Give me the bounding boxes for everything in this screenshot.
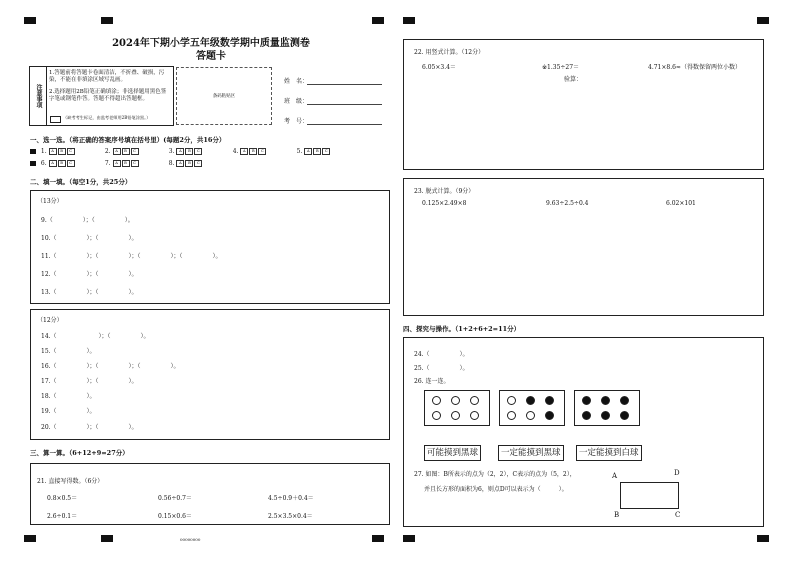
- choice-row-1: [30, 148, 359, 155]
- section3-title: 三、算一算。（6+12+9=27分）: [30, 449, 129, 457]
- notice-item-2: 2.选择题用2B铅笔正确填涂；非选择题用黑色签字笔或钢笔作答。答题不得超出答题框。: [49, 89, 167, 102]
- white-ball: [451, 411, 460, 420]
- choice-q5[interactable]: 5. A B C: [297, 148, 359, 155]
- notice-heading: 注意事项: [30, 67, 47, 125]
- q23-item-1[interactable]: 0.125×2.49×8: [422, 200, 467, 207]
- calc-6[interactable]: 2.5×3.5×0.4＝: [268, 513, 313, 520]
- choice-q8[interactable]: 8. A B C: [169, 160, 231, 167]
- white-ball: [432, 396, 441, 405]
- q22-item-3[interactable]: 4.71×8.6≈（得数保留两位小数）: [648, 64, 741, 71]
- black-ball: [582, 411, 591, 420]
- white-ball: [507, 396, 516, 405]
- answer-q15[interactable]: 15.（ ）。: [41, 348, 96, 355]
- choice-q4[interactable]: 4. A B C: [233, 148, 295, 155]
- q22-item-1[interactable]: 6.05×3.4＝: [422, 64, 456, 71]
- fill-block-1: [30, 190, 390, 304]
- white-ball: [526, 411, 535, 420]
- black-ball: [601, 411, 610, 420]
- black-ball: [601, 396, 610, 405]
- white-ball: [507, 411, 516, 420]
- q22-check: 验算：: [564, 76, 583, 83]
- choice-q7[interactable]: 7. A B C: [105, 160, 167, 167]
- timing-mark: [30, 161, 36, 166]
- calc-2[interactable]: 0.56÷0.7＝: [158, 495, 192, 502]
- registration-mark: [403, 535, 415, 542]
- registration-mark: [101, 535, 113, 542]
- calc-1[interactable]: 0.8×0.5＝: [47, 495, 78, 502]
- black-ball: [545, 396, 554, 405]
- calc-4[interactable]: 2.6÷0.1＝: [47, 513, 78, 520]
- answer-q17[interactable]: 17.（ ）；（ ）。: [41, 378, 138, 385]
- answer-q10[interactable]: 10.（ ）；（ ）。: [41, 235, 138, 242]
- fill-block-2: [30, 309, 390, 440]
- section2-title: 二、填一填。（每空1分，共25分）: [30, 178, 132, 186]
- q22-block: [403, 39, 764, 170]
- corner-b: B: [614, 511, 620, 519]
- registration-mark: [372, 535, 384, 542]
- black-ball: [545, 411, 554, 420]
- calc-block: [30, 463, 390, 525]
- registration-mark: [24, 17, 36, 24]
- choice-q3[interactable]: 3. A B C: [169, 148, 231, 155]
- footer-code: 00000000: [180, 537, 201, 542]
- choice-q6[interactable]: 6. A B C: [41, 160, 103, 167]
- id-label: 考 号：: [284, 118, 309, 125]
- black-ball: [620, 411, 629, 420]
- answer-q24[interactable]: 24.（ ）。: [414, 351, 469, 358]
- q26-title: 26. 连一连。: [414, 378, 450, 385]
- answer-q19[interactable]: 19.（ ）。: [41, 408, 96, 415]
- answer-q13[interactable]: 13.（ ）；（ ）。: [41, 289, 138, 296]
- q22-title: 22. 用竖式计算。（12分）: [414, 49, 485, 56]
- label-maybe-black[interactable]: 可能摸到黑球: [424, 445, 481, 461]
- calc-5[interactable]: 0.15×0.6＝: [158, 513, 192, 520]
- absent-checkbox[interactable]: [50, 116, 61, 123]
- q23-item-3[interactable]: 6.02×101: [666, 200, 696, 207]
- registration-mark: [757, 17, 769, 24]
- barcode-area: [176, 67, 272, 125]
- timing-mark: [30, 149, 36, 154]
- black-ball: [526, 396, 535, 405]
- label-surely-white[interactable]: 一定能摸到白球: [576, 445, 642, 461]
- name-field[interactable]: [307, 84, 382, 85]
- answer-q16[interactable]: 16.（ ）；（ ）；（ ）。: [41, 363, 180, 370]
- black-ball: [582, 396, 591, 405]
- white-ball: [451, 396, 460, 405]
- choice-q2[interactable]: 2. A B C: [105, 148, 167, 155]
- q23-title: 23. 脱式计算。（9分）: [414, 188, 475, 195]
- registration-mark: [403, 17, 415, 24]
- answer-q20[interactable]: 20.（ ）；（ ）。: [41, 424, 138, 431]
- registration-mark: [372, 17, 384, 24]
- answer-q12[interactable]: 12.（ ）；（ ）。: [41, 271, 138, 278]
- calc-3[interactable]: 4.5÷0.9＋0.4＝: [268, 495, 314, 502]
- section4-title: 四、探究与操作。（1+2+6+2=11分）: [403, 325, 521, 333]
- choice-q1[interactable]: 1. A B C: [41, 148, 103, 155]
- class-label: 班 级：: [284, 98, 309, 105]
- black-ball: [620, 396, 629, 405]
- barcode-label: 条码粘贴区: [212, 94, 236, 99]
- answer-q9[interactable]: 9.（ ）；（ ）。: [41, 217, 134, 224]
- answer-q14[interactable]: 14.（ ）；（ ）。: [41, 333, 150, 340]
- page-title: 2024年下期小学五年级数学期中质量监测卷: [112, 38, 310, 49]
- white-ball: [470, 396, 479, 405]
- white-ball: [470, 411, 479, 420]
- white-ball: [432, 411, 441, 420]
- label-surely-black[interactable]: 一定能摸到黑球: [498, 445, 564, 461]
- registration-mark: [24, 535, 36, 542]
- block1-points: （13分）: [37, 198, 63, 205]
- q22-item-2[interactable]: ※1.35÷27＝: [542, 64, 580, 71]
- answer-q25[interactable]: 25.（ ）。: [414, 365, 469, 372]
- id-field[interactable]: [307, 124, 382, 125]
- registration-mark: [101, 17, 113, 24]
- name-label: 姓 名：: [284, 78, 309, 85]
- answer-q18[interactable]: 18.（ ）。: [41, 393, 96, 400]
- block2-points: （12分）: [37, 317, 63, 324]
- q24-27-block: [403, 337, 764, 527]
- page-subtitle: 答题卡: [196, 51, 226, 62]
- answer-q11[interactable]: 11.（ ）；（ ）；（ ）；（ ）。: [41, 253, 222, 260]
- class-field[interactable]: [307, 104, 382, 105]
- notice-box: [29, 66, 174, 126]
- corner-d: D: [674, 469, 680, 477]
- choice-row-2: [30, 160, 231, 167]
- q27-line-1: 27. 如图：B所表示的点为（2，2），C表示的点为（5，2），: [414, 471, 576, 478]
- section1-title: 一、选一选。（将正确的答案序号填在括号里）(每题2分，共16分）: [30, 136, 226, 144]
- rectangle-figure: [620, 482, 679, 509]
- absent-note: （缺考考生标记，由监考老师用2B铅笔涂黑。）: [63, 115, 151, 120]
- q27-line-2: 并且长方形的面积为6，则点D可以表示为（ ）。: [424, 486, 568, 493]
- q23-item-2[interactable]: 9.63÷2.5÷0.4: [546, 200, 589, 207]
- corner-a: A: [612, 472, 618, 480]
- q21-title: 21. 直接写得数。（6分）: [37, 478, 104, 485]
- registration-mark: [757, 535, 769, 542]
- notice-item-1: 1.答题前将答题卡卷面清洁，不折叠、破损，污染，不能在非填涂区域写乱画。: [49, 70, 165, 83]
- q23-block: [403, 178, 764, 316]
- corner-c: C: [675, 511, 681, 519]
